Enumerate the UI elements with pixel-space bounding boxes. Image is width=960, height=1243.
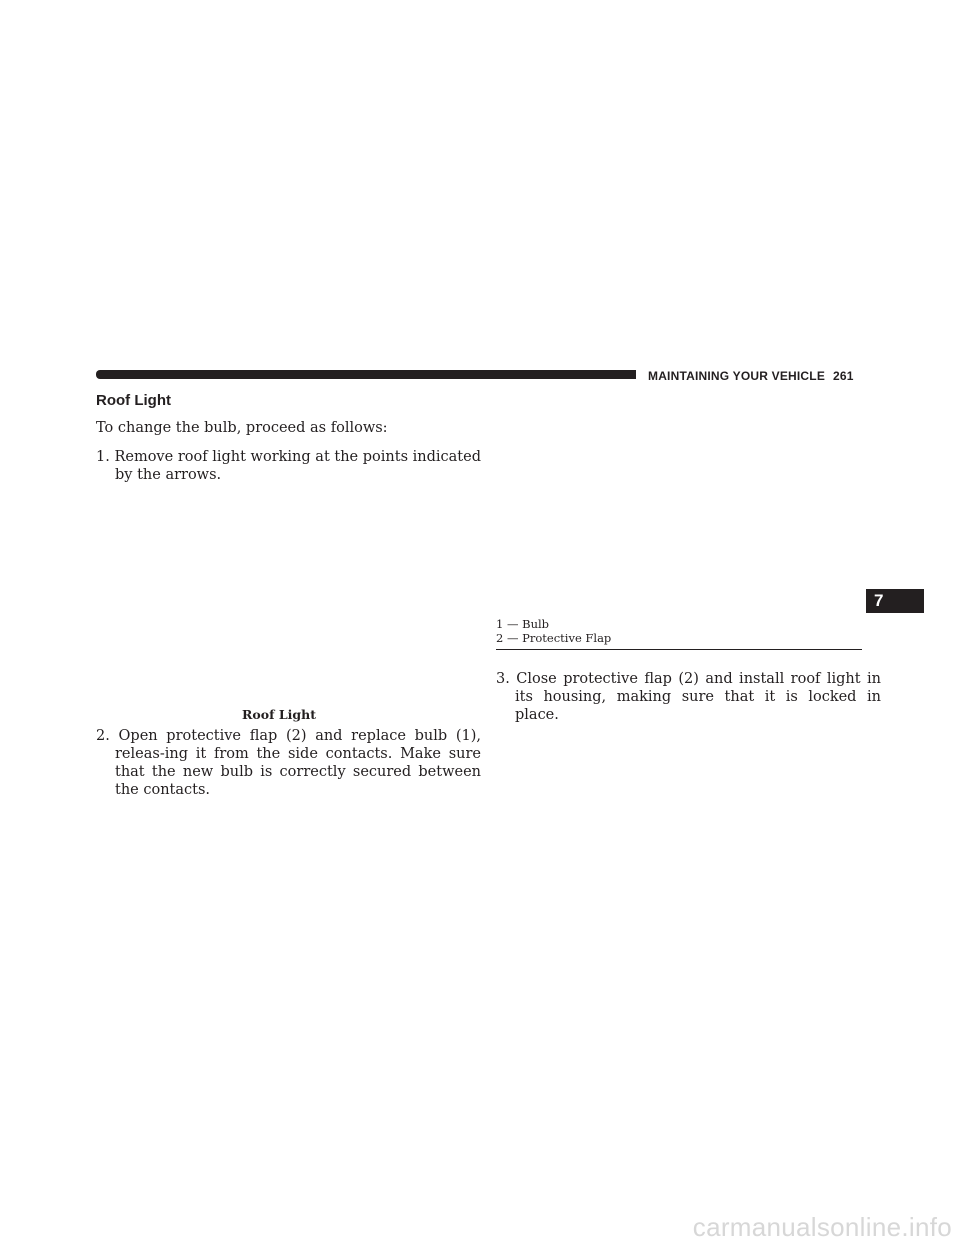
figure-legend [496,617,862,645]
header-rule [96,370,636,379]
page-number: 261 [833,369,854,383]
legend-item-protective-flap: 2 — Protective Flap [496,631,612,645]
header-section-title: MAINTAINING YOUR VEHICLE [648,369,826,383]
figure-caption: Roof Light [242,707,316,722]
bulb-flap-illustration [496,380,862,610]
step-3: 3. Close protective flap (2) and install roof light in its housing, making sure that it is locked in place. [496,671,881,723]
roof-light-illustration [96,490,462,705]
intro-paragraph: To change the bulb, proceed as follows: [96,420,388,436]
step-1: 1. Remove roof light working at the points indicated by the arrows. [96,449,481,483]
chapter-tab: 7 [866,589,924,613]
legend-divider [496,649,862,650]
watermark: carmanualsonline.info [692,1212,952,1242]
legend-item-bulb: 1 — Bulb [496,617,550,631]
section-title: Roof Light [96,392,171,409]
step-2: 2. Open protective flap (2) and replace bulb (1), releas-ing it from the side contacts. Make sure that the new bulb is correctly secured between the contacts. [96,728,481,798]
